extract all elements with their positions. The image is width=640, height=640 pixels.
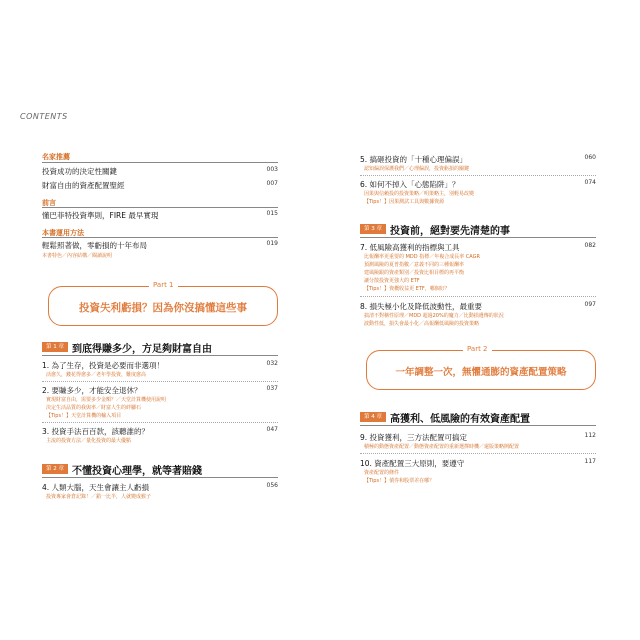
toc-subtitle: 積極的動態資產配置／動態資產配置的重新選擇時機／還版策略開配置 xyxy=(364,444,520,450)
chapter-tag: 第 2 章 xyxy=(42,464,68,474)
toc-subtitle: 本書特色／內容結構／閱讀說明 xyxy=(42,253,113,259)
toc-subtitle: 資產配置的條件 xyxy=(364,470,400,476)
toc-subtitle: 建風險跟的資產類別／投資比相目標的再平衡 xyxy=(364,270,465,276)
part-2-banner xyxy=(366,345,596,390)
divider xyxy=(42,207,278,208)
toc-subtitle: 決定生活品質的我與率／財富人生的絆腳石 xyxy=(46,405,142,411)
toc-item[interactable]: 9. 投資獲利，三方法配置可搞定 112 xyxy=(360,432,596,442)
divider xyxy=(360,296,596,297)
toc-item[interactable]: 財富自由的資產配置聖經 007 xyxy=(42,180,278,190)
toc-item[interactable]: 2. 要賺多少，才能安全退休？ 037 xyxy=(42,385,278,395)
recommend-label: 名家推薦 xyxy=(42,153,70,161)
toc-subtitle: 【Tips！】天堂計算機的輸入項目 xyxy=(46,413,122,419)
toc-item[interactable]: 懂巴菲特投資準則，FIRE 最早實現 015 xyxy=(42,210,278,220)
part-1-banner xyxy=(48,281,278,326)
part-label: Part 1 xyxy=(149,281,178,289)
toc-subtitle: 讓分散投資更強大的 ETF xyxy=(364,278,420,284)
chapter-tag: 第 1 章 xyxy=(42,342,68,352)
toc-item[interactable]: 8. 損失極小化及降低波動性，最重要 097 xyxy=(360,301,596,311)
toc-item[interactable]: 6. 如何不掉入「心態陷阱」？ 074 xyxy=(360,179,596,189)
chapter-title: 到底得賺多少，方足夠財富自由 xyxy=(72,344,212,355)
divider xyxy=(42,422,278,423)
chapter-title: 投資前，絕對要先清楚的事 xyxy=(390,226,510,237)
toc-item[interactable]: 10. 資產配置三大原則，要遵守 117 xyxy=(360,458,596,468)
usage-label: 本書運用方法 xyxy=(42,229,84,237)
divider xyxy=(360,425,596,426)
toc-item[interactable]: 投資成功的決定性關鍵 003 xyxy=(42,166,278,176)
toc-item[interactable]: 4. 人類大腦，天生會讓主人虧損 056 xyxy=(42,482,278,492)
part-title: 投資失利虧損？因為你沒搞懂這些事 xyxy=(79,302,247,314)
toc-subtitle: 實現財富自由，需要多少金額？／天堂計算機使用說明 xyxy=(46,397,167,403)
contents-heading: CONTENTS xyxy=(20,112,68,121)
chapter-tag: 第 3 章 xyxy=(360,224,386,234)
divider xyxy=(42,237,278,238)
toc-subtitle: 主流的投資方法／量化投資的最大優點 xyxy=(46,438,132,444)
divider xyxy=(360,453,596,454)
toc-subtitle: 因果與信賴投的投資策略／明策略主，別輕易改變 xyxy=(364,191,475,197)
toc-subtitle: 波動性低，損失會最小化／高報酬低風險的投資策略 xyxy=(364,321,480,327)
toc-subtitle: 【Tips！】因果測試工具與數據資源 xyxy=(364,199,445,205)
toc-subtitle: 認知偏誤保護我們／心理偏誤，投資虧損的關鍵 xyxy=(364,166,470,172)
preface-label: 前言 xyxy=(42,199,56,207)
divider xyxy=(42,477,278,478)
toc-item[interactable]: 7. 低風險高獲利的指標與工具 082 xyxy=(360,242,596,252)
part-label: Part 2 xyxy=(463,345,492,353)
toc-item[interactable]: 1. 為了生存，投資是必要而非選項！ 032 xyxy=(42,360,278,370)
toc-item[interactable]: 輕鬆照著做，零虧損的十年布局 019 xyxy=(42,240,278,250)
toc-item[interactable]: 3. 投資手法百百款，該聽誰的？ 047 xyxy=(42,426,278,436)
chapter-title: 不懂投資心理學，就等著賠錢 xyxy=(72,466,202,477)
toc-subtitle: 活愈久，錢花得愈多／老年學投資，難度愈高 xyxy=(46,372,147,378)
divider xyxy=(42,355,278,356)
chapter-title: 高獲利、低風險的有效資產配置 xyxy=(390,414,530,425)
divider xyxy=(42,162,278,163)
divider xyxy=(360,175,596,176)
toc-subtitle: 投資專家會倉記錄！／錯一比半，人就變成猴子 xyxy=(46,494,152,500)
toc-subtitle: 【Tips！】資概收益更 ETF，哪個好？ xyxy=(364,286,450,292)
divider xyxy=(42,381,278,382)
divider xyxy=(360,237,596,238)
part-title: 一年調整一次，無懼通膨的資產配置策略 xyxy=(395,367,567,378)
toc-subtitle: 【Tips！】債券和股票差在哪？ xyxy=(364,478,435,484)
toc-subtitle: 預測風險的夏普指數／意義不同的三種報酬率 xyxy=(364,262,465,268)
toc-subtitle: 搞清不對稱性原理／MDD 超過20%的魔力／比動損遺傳的狀況 xyxy=(364,313,504,319)
chapter-tag: 第 4 章 xyxy=(360,412,386,422)
toc-item[interactable]: 5. 搞砸投資的「十種心理偏誤」 060 xyxy=(360,154,596,164)
toc-subtitle: 比報酬率更重要的 MDD 指標／年複合成長率 CAGR xyxy=(364,254,480,260)
